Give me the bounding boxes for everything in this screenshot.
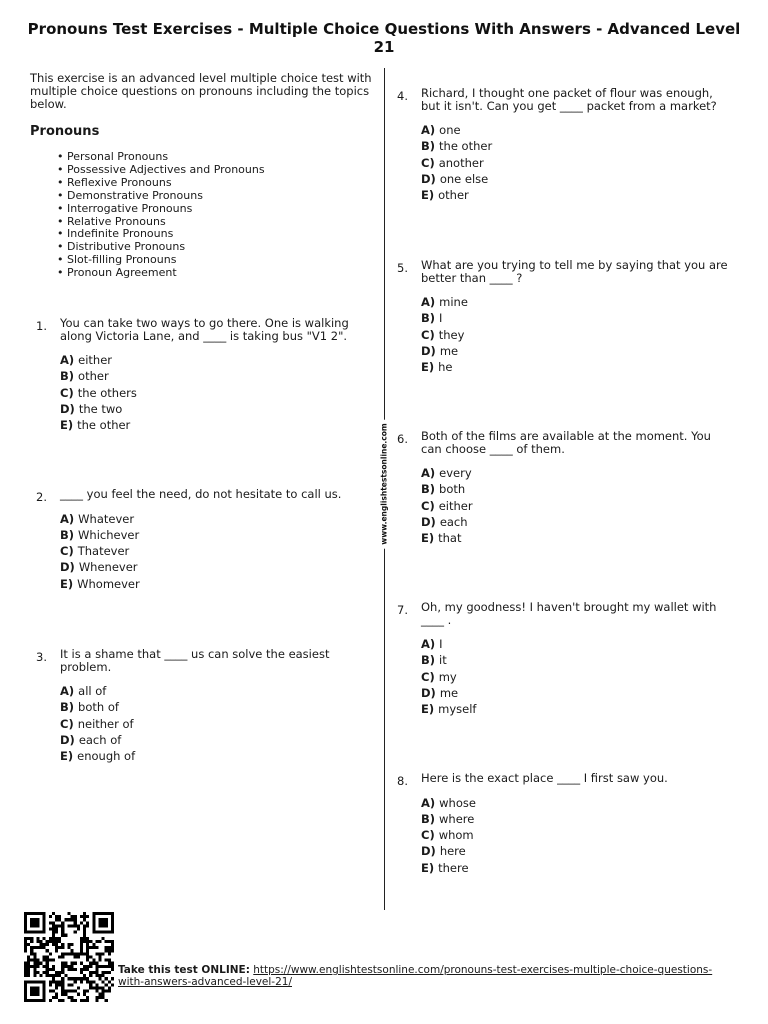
option-b[interactable]: B) Whichever [60,527,140,542]
topic-item: • Pronoun Agreement [57,267,265,280]
option-c[interactable]: C) Thatever [60,544,130,559]
option-a[interactable]: A) whose [421,795,476,810]
online-test-footer [118,964,718,988]
question-number: 8. [397,774,408,788]
question-5 [397,259,733,376]
question-text: ____ you feel the need, do not hesitate to call us. [60,487,342,501]
option-e[interactable]: E) he [421,360,453,375]
topic-item: • Interrogative Pronouns [57,203,265,216]
option-d[interactable]: D) each of [60,733,122,748]
option-d[interactable]: D) me [421,686,459,701]
topic-item: • Possessive Adjectives and Pronouns [57,164,265,177]
option-b[interactable]: B) both [421,482,466,497]
question-text: It is a shame that ____ us can solve the easiest problem. [60,647,330,674]
option-b[interactable]: B) both of [60,700,119,715]
options-list [60,511,372,592]
question-text: What are you trying to tell me by saying that you are better than ____ ? [421,258,728,285]
question-number: 7. [397,603,408,617]
option-c[interactable]: C) whom [421,828,474,843]
question-3 [36,648,372,765]
question-text: Here is the exact place ____ I first saw you. [421,771,668,785]
question-7 [397,601,733,718]
option-a[interactable]: A) all of [60,684,107,699]
question-text: Both of the films are available at the moment. You can choose ____ of them. [421,429,711,456]
topic-item: • Distributive Pronouns [57,241,265,254]
option-e[interactable]: E) the other [60,418,131,433]
option-c[interactable]: C) they [421,327,465,342]
question-2 [36,488,372,592]
options-list [421,795,733,876]
option-c[interactable]: C) my [421,669,457,684]
option-e[interactable]: E) Whomever [60,576,140,591]
option-c[interactable]: C) neither of [60,716,134,731]
online-test-label: Take this test ONLINE: [118,964,250,976]
question-number: 5. [397,261,408,275]
option-a[interactable]: A) mine [421,295,468,310]
question-8 [397,772,733,876]
topic-item: • Relative Pronouns [57,216,265,229]
option-b[interactable]: B) the other [421,139,493,154]
options-list [421,636,733,717]
option-e[interactable]: E) that [421,531,462,546]
question-1 [36,317,372,434]
options-list [60,683,372,764]
question-number: 1. [36,319,47,333]
question-6 [397,430,733,547]
option-a[interactable]: A) I [421,637,443,652]
option-d[interactable]: D) each [421,515,468,530]
qr-code[interactable] [24,912,114,1002]
question-number: 4. [397,89,408,103]
question-4 [397,87,733,204]
option-d[interactable]: D) me [421,344,459,359]
topic-item: • Slot-filling Pronouns [57,254,265,267]
question-number: 6. [397,432,408,446]
intro-text: This exercise is an advanced level multiple choice test with multiple choice questions on pronouns including the topics below. [30,71,372,111]
option-a[interactable]: A) either [60,353,113,368]
option-e[interactable]: E) myself [421,702,477,717]
option-a[interactable]: A) every [421,466,472,481]
option-a[interactable]: A) Whatever [60,511,135,526]
topics-list [57,151,265,280]
option-a[interactable]: A) one [421,123,461,138]
page-title: Pronouns Test Exercises - Multiple Choice Questions With Answers - Advanced Level 21 [27,20,741,56]
option-d[interactable]: D) one else [421,172,489,187]
option-e[interactable]: E) enough of [60,749,136,764]
question-text: Richard, I thought one packet of flour was enough, but it isn't. Can you get ____ packet from a market? [421,86,717,113]
option-d[interactable]: D) Whenever [60,560,138,575]
online-test-link[interactable]: https://www.englishtestsonline.com/pronouns-test-exercises-multiple-choice-questions-with-answers-advanced-level-21/ [118,964,713,988]
question-text: Oh, my goodness! I haven't brought my wallet with ____ . [421,600,717,627]
option-e[interactable]: E) other [421,188,469,203]
options-list [421,465,733,546]
option-b[interactable]: B) it [421,653,447,668]
option-d[interactable]: D) the two [60,402,123,417]
question-number: 2. [36,490,47,504]
topic-item: • Demonstrative Pronouns [57,190,265,203]
option-d[interactable]: D) here [421,844,466,859]
topic-item: • Personal Pronouns [57,151,265,164]
topic-item: • Indefinite Pronouns [57,228,265,241]
option-b[interactable]: B) I [421,311,443,326]
question-number: 3. [36,650,47,664]
options-list [421,294,733,375]
option-b[interactable]: B) other [60,369,109,384]
options-list [421,122,733,203]
site-watermark: www.englishtestsonline.com [380,419,389,548]
option-e[interactable]: E) there [421,860,469,875]
option-c[interactable]: C) either [421,498,473,513]
topics-heading: Pronouns [30,124,100,139]
topic-item: • Reflexive Pronouns [57,177,265,190]
option-b[interactable]: B) where [421,811,475,826]
question-text: You can take two ways to go there. One is walking along Victoria Lane, and ____ is taking bus "V1 2". [60,316,349,343]
options-list [60,352,372,433]
option-c[interactable]: C) the others [60,385,137,400]
option-c[interactable]: C) another [421,155,484,170]
